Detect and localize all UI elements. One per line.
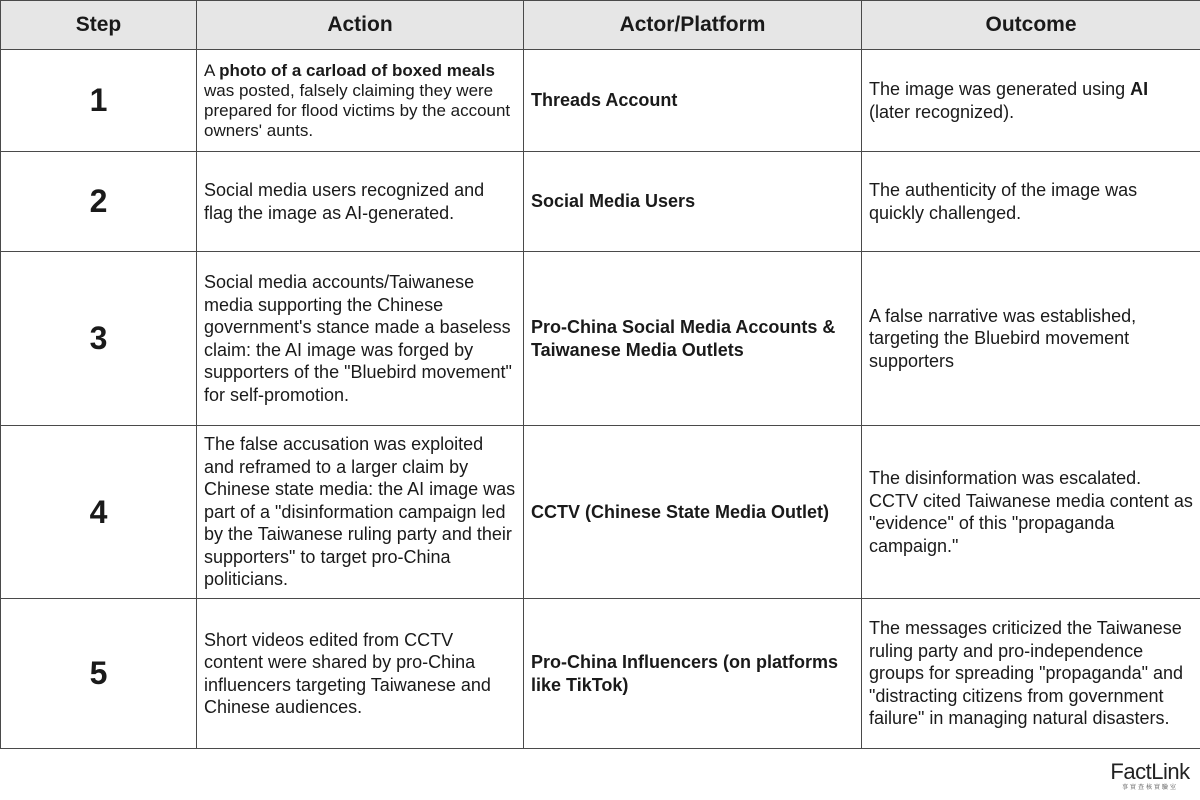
outcome-text-suffix: (later recognized). [869,101,1015,122]
actor-cell: Social Media Users [524,152,862,252]
step-number: 2 [1,152,197,252]
header-action: Action [197,1,524,50]
header-step: Step [1,1,197,50]
action-cell: Social media users recognized and flag the image as AI-generated. [197,152,524,252]
outcome-cell: The disinformation was escalated. CCTV cited Taiwanese media content as "evidence" of this "propaganda campaign." [862,426,1200,599]
step-number: 4 [1,426,197,599]
step-number: 5 [1,599,197,749]
outcome-cell [862,50,1200,152]
factlink-logo [1110,760,1190,792]
logo-name: FactLink [1110,759,1190,784]
action-text-prefix: A [204,60,220,80]
outcome-cell: The authenticity of the image was quickly challenged. [862,152,1200,252]
table-row [1,599,1200,749]
actor-cell: Pro-China Influencers (on platforms like TikTok) [524,599,862,749]
table-row [1,152,1200,252]
actor-cell: Threads Account [524,50,862,152]
header-outcome: Outcome [862,1,1200,50]
logo-subtitle: 事實查核實驗室 [1121,784,1178,791]
action-cell [197,50,524,152]
header-actor: Actor/Platform [524,1,862,50]
step-number: 1 [1,50,197,152]
actor-cell: CCTV (Chinese State Media Outlet) [524,426,862,599]
action-text-suffix: was posted, falsely claiming they were prepared for flood victims by the account owners' aunts. [204,80,511,140]
actor-cell: Pro-China Social Media Accounts & Taiwanese Media Outlets [524,252,862,426]
outcome-cell: A false narrative was established, targeting the Bluebird movement supporters [862,252,1200,426]
step-number: 3 [1,252,197,426]
header-row [1,1,1200,50]
outcome-cell: The messages criticized the Taiwanese ruling party and pro-independence groups for spreading "propaganda" and "distracting citizens from government failure" in managing natural disasters. [862,599,1200,749]
table-row [1,50,1200,152]
table-row [1,426,1200,599]
action-cell: The false accusation was exploited and reframed to a larger claim by Chinese state media: the AI image was part of a "disinformation campaign led by the Taiwanese ruling party and their supporters" to target pro-China politicians. [197,426,524,599]
action-cell: Short videos edited from CCTV content were shared by pro-China influencers targeting Taiwanese and Chinese audiences. [197,599,524,749]
action-cell: Social media accounts/Taiwanese media supporting the Chinese government's stance made a baseless claim: the AI image was forged by supporters of the "Bluebird movement" for self-promotion. [197,252,524,426]
outcome-text-bold: AI [1130,79,1149,99]
action-text-bold: photo of a carload of boxed meals [219,60,495,80]
table-row [1,252,1200,426]
outcome-text-prefix: The image was generated using [869,79,1131,99]
